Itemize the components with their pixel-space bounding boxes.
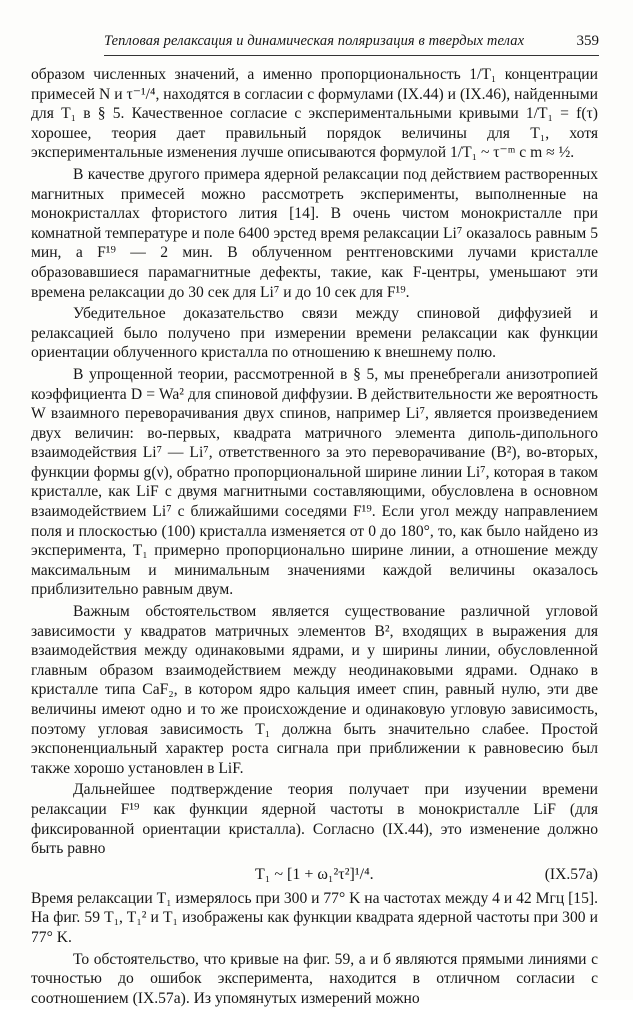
running-title: Тепловая релаксация и динамическая поляризация в твердых телах [104,33,525,49]
equation-formula: T₁ ~ [1 + ω₁²τ²]¹/⁴. [255,865,374,883]
running-header [104,33,599,56]
paragraph-3: Убедительное доказательство связи между спиновой диффузией и релаксацией было получено при измерении времени релаксации как функции ориентации облученного кристалла по отношению к внешнему полю. [31,305,598,362]
paragraph-7: Время релаксации T₁ измерялось при 300 и 77° K на частотах между 4 и 42 Мгц [15]. На фиг. 59 T₁, T₁² и T₁ изображены как функции квадрата ядерной частоты при 300 и 77° K. [31,889,598,946]
paragraph-6: Дальнейшее подтверждение теория получает при изучении времени релаксации F¹⁹ как функции ядерной частоты в монокристалле LiF (для фиксированной ориентации кристалла). Согласно (IX.44), это изменение должно быть равно [31,781,598,858]
paragraph-2: В качестве другого примера ядерной релаксации под действием растворенных магнитных примесей можно рассмотреть эксперименты, выполненные на монокристаллах фтористого лития [14]. В очень чистом монокристалле при комнатной температуре и поле 6400 эрстед время релаксации Li⁷ оказалось равным 5 мин, а F¹⁹ — 2 мин. В облученном рентгеновскими лучами кристалле образовавшиеся парамагнитные дефекты, такие, как F-центры, уменьшают эти времена релаксации до 30 сек для Li⁷ и до 10 сек для F¹⁹. [31,165,598,301]
page-number: 359 [576,33,599,49]
paragraph-1: образом численных значений, а именно пропорциональность 1/T₁ концентрации примесей N и τ⁻¹/⁴, находятся в согласии с формулами (IX.44) и (IX.46), найденными для T₁ в § 5. Качественное согласие с экспериментальными кривыми 1/T₁ = f(τ) хорошее, теория дает правильный порядок величины для T₁, хотя экспериментальные изменения лучше описываются формулой 1/T₁ ~ τ⁻ᵐ с m ≈ ½. [31,66,598,162]
paragraph-4: В упрощенной теории, рассмотренной в § 5, мы пренебрегали анизотропией коэффициента D = Wa² для спиновой диффузии. В действительности же вероятность W взаимного переворачивания двух спинов, например Li⁷, является произведением двух величин: во-первых, квадрата матричного элемента диполь-дипольного взаимодействия Li⁷ — Li⁷, ответственного за это переворачивание (B²), во-вторых, функции формы g(ν), обратно пропорциональной ширине линии Li⁷, которая в таком кристалле, как LiF с двумя магнитными составляющими, обусловлена в основном взаимодействием Li⁷ с ближайшими соседями F¹⁹. Если угол между направлением поля и плоскостью (100) кристалла изменяется от 0 до 180°, то, как было найдено из эксперимента, T₁ примерно пропорционально ширине линии, а отношение между максимальным и минимальным значениями каждой величины оказалось приблизительно равным двум. [31,365,598,599]
page-body [31,65,598,1010]
paragraph-8: То обстоятельство, что кривые на фиг. 59, а и б являются прямыми линиями с точностью до ошибок эксперимента, находится в отличном согласии с соотношением (IX.57a). Из упомянутых измерений можно [31,950,598,1007]
paragraph-5: Важным обстоятельством является существование различной угловой зависимости у квадратов матричных элементов B², входящих в выражения для взаимодействия между одинаковыми ядрами, и у ширины линии, обусловленной главным образом взаимодействием между неодинаковыми ядрами. Однако в кристалле типа CaF₂, в котором ядро кальция имеет спин, равный нулю, эти две величины имеют одно и то же происхождение и одинаковую угловую зависимость, поэтому угловая зависимость T₁ должна быть значительно слабее. Простой экспоненциальный характер роста сигнала при приближении к равновесию был также хорошо установлен в LiF. [31,603,598,777]
equation-line [31,863,598,889]
equation-number: (IX.57a) [544,865,598,883]
